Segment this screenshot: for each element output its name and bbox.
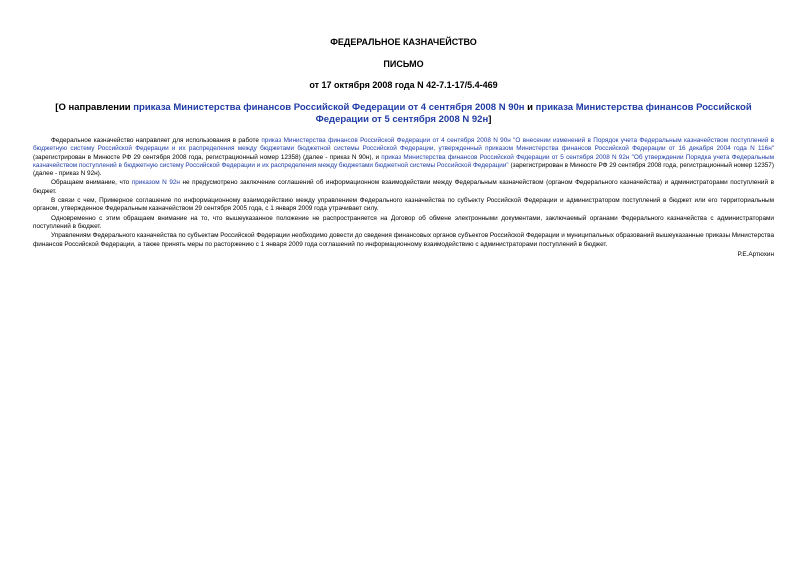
document-date-number: от 17 октября 2008 года N 42-7.1-17/5.4-469 — [309, 80, 498, 90]
paragraph-2 — [33, 179, 774, 196]
document-type: ПИСЬМО — [383, 59, 424, 69]
paragraph-text: Управлениям Федерального казначейства по субъектам Российской Федерации необходимо довести до сведения финансовых органов субъектов Российской Федерации и муниципальных образований вышеуказанные приказы Министерства финансов Российской Федерации, а также принять меры по расторжению с 1 января 2009 года соглашений по информационному взаимодействию с администраторами поступлений в бюджет. — [33, 232, 774, 248]
paragraph-text: Обращаем внимание, что — [51, 179, 132, 187]
agency-title: ФЕДЕРАЛЬНОЕ КАЗНАЧЕЙСТВО — [330, 37, 477, 47]
document-body — [33, 137, 774, 249]
paragraph-text: В связи с чем, Примерное соглашение по информационному взаимодействию между управлением Федерального казначейства по субъекту Российской Федерации и администратором поступлений в бюджет или его территориальным органом, утвержденное Федеральным казначейством 29 сентября 2005 года, с 1 января 2009 года утрачивает силу. — [33, 197, 774, 213]
link-order-90n[interactable]: приказ Министерства финансов Российской Федерации от 4 сентября 2008 N 90н "О внесении изменений в Порядок учета Федеральным казначейством поступлений в бюджетную систему Российской Федерации и их распределения между бюджетами бюджетной системы Российской Федерации, утвержденный приказом Министерства финансов Российской Федерации от 16 декабря 2004 года N 116н" — [33, 137, 774, 153]
paragraph-text: Одновременно с этим обращаем внимание на то, что вышеуказанное положение не распространяется на Договор об обмене электронными документами, заключаемый органами Федерального казначейства с администраторами поступлений в бюджет. — [33, 214, 774, 230]
document-subject — [33, 102, 774, 126]
paragraph-1 — [33, 137, 774, 178]
paragraph-4 — [33, 215, 774, 232]
subject-close: ] — [488, 114, 492, 125]
document-page — [33, 0, 774, 571]
link-order-92n-short[interactable]: приказом N 92н — [131, 179, 180, 187]
paragraph-3 — [33, 197, 774, 214]
subject-link-order-90n[interactable]: приказа Министерства финансов Российской Федерации от 4 сентября 2008 N 90н — [133, 102, 525, 113]
signature: Р.Е.Артюхин — [737, 250, 774, 258]
subject-conjunction: и — [524, 102, 536, 113]
paragraph-text: (зарегистрирован в Минюсте РФ 29 сентября 2008 года, регистрационный номер 12357) (далее - приказ N 92н). — [33, 161, 774, 178]
subject-open: [О направлении — [55, 102, 134, 113]
paragraph-text: (зарегистрирован в Минюсте РФ 29 сентября 2008 года, регистрационный номер 12358) (далее - приказ N 90н), и — [33, 153, 382, 161]
paragraph-text: не предусмотрено заключение соглашений об информационном взаимодействии между Федеральным казначейством (органом Федерального казначейства) и администраторами поступлений в бюджет. — [33, 179, 774, 195]
link-order-92n[interactable]: приказ Министерства финансов Российской Федерации от 5 сентября 2008 N 92н "Об утверждении Порядка учета Федеральным казначейством поступлений в бюджетную систему Российской Федерации и их распределения между бюджетами бюджетной системы Российской Федерации" — [33, 153, 774, 169]
paragraph-text: Федеральное казначейство направляет для использования в работе — [51, 137, 262, 144]
subject-link-order-92n[interactable]: приказа Министерства финансов Российской Федерации от 5 сентября 2008 N 92н — [315, 102, 752, 125]
paragraph-5 — [33, 232, 774, 249]
